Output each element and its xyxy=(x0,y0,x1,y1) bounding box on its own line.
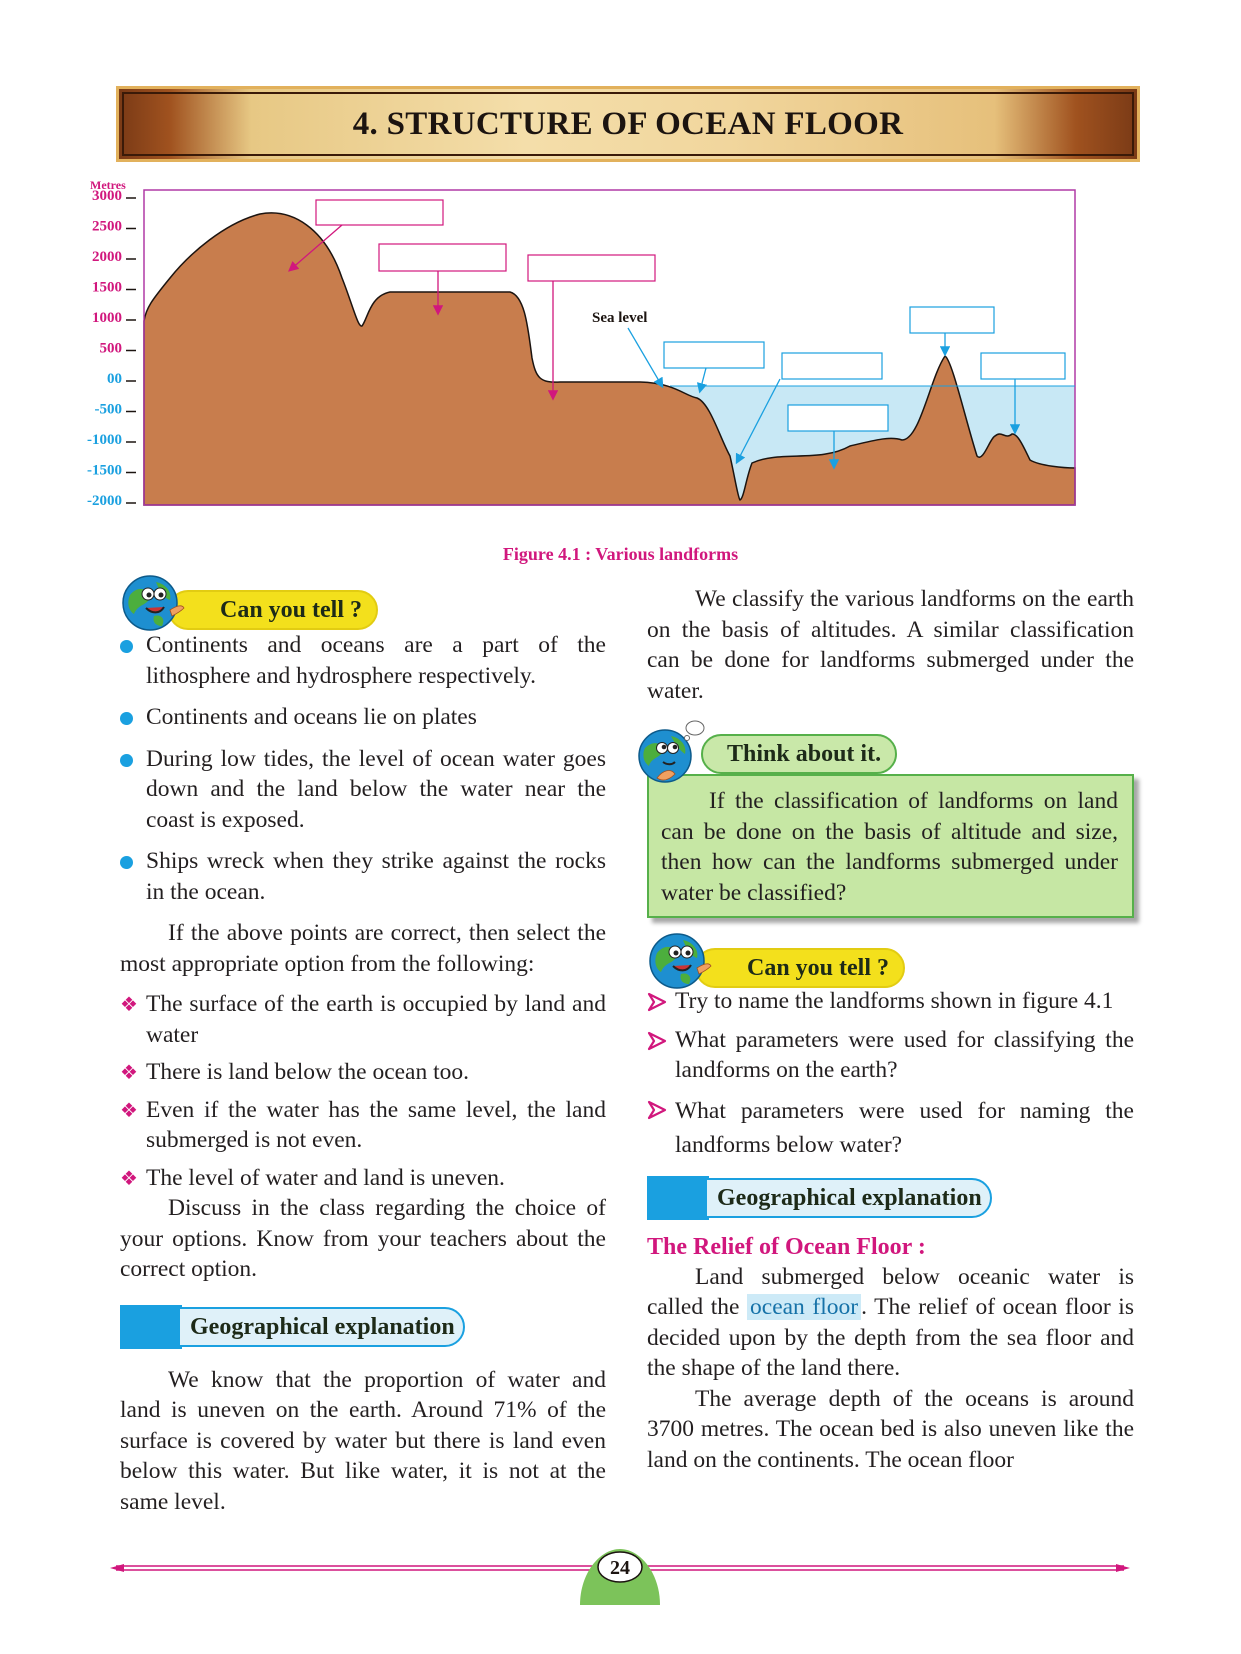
list-item: ❖ The level of water and land is uneven. xyxy=(120,1163,606,1194)
y-axis xyxy=(87,188,136,509)
label-box-trench[interactable] xyxy=(782,353,882,379)
landforms-chart-svg xyxy=(80,178,1155,538)
discuss-paragraph: Discuss in the class regarding the choice of your options. Know from your teachers about the correct option. xyxy=(120,1195,606,1282)
sea-level-label: Sea level xyxy=(592,310,648,326)
can-you-tell-label-1: Can you tell ? xyxy=(168,590,378,630)
relief-heading: The Relief of Ocean Floor : xyxy=(647,1233,926,1260)
think-about-it-heading xyxy=(647,720,1134,778)
list-item: During low tides, the level of ocean water goes down and the land below the water near the coast is exposed. xyxy=(120,744,606,836)
geo-explanation-heading-left xyxy=(120,1305,606,1349)
geo-explanation-label-right: Geographical explanation xyxy=(705,1178,992,1218)
geo-paragraph-left: We know that the proportion of water and land is uneven on the earth. Around 71% of the surface is covered by water but there is land even below this water. But like water, it is not at the same level. xyxy=(120,1366,606,1515)
y-tick-label: 1500 xyxy=(92,279,122,296)
label-box-plain[interactable] xyxy=(528,255,655,281)
heading-marker xyxy=(647,1176,709,1220)
arrow-sea-level xyxy=(628,328,662,386)
arrow-bullet-icon xyxy=(647,992,667,1012)
questions-list xyxy=(647,986,1134,1162)
y-tick-label: 2500 xyxy=(92,218,122,235)
intro-paragraph: We classify the various landforms on the earth on the basis of altitudes. A similar classification can be done for landforms submerged under the water. xyxy=(647,586,1134,704)
arrow-bullet-icon xyxy=(647,1100,667,1120)
y-tick-label: -2000 xyxy=(87,493,122,509)
y-axis-label: Metres xyxy=(90,178,126,192)
think-about-it-content xyxy=(647,774,1134,918)
left-column xyxy=(120,568,606,1517)
right-column xyxy=(647,584,1134,1475)
think-about-it-text: If the classification of landforms on land can be done on the basis of altitude and size, then how can the landforms submerged under water be classified? xyxy=(661,788,1118,906)
y-tick-label: -500 xyxy=(94,401,122,418)
bullet-dot-icon xyxy=(120,640,133,653)
landforms-chart xyxy=(80,178,1155,538)
chapter-banner xyxy=(116,86,1140,162)
diamond-bullet-icon: ❖ xyxy=(120,1097,138,1122)
label-box-plateau[interactable] xyxy=(379,244,506,271)
list-item: Continents and oceans lie on plates xyxy=(120,702,606,733)
footer-arrow-right-icon xyxy=(1116,1564,1130,1572)
footer-arrow-left-icon xyxy=(110,1564,124,1572)
think-about-it-label: Think about it. xyxy=(701,734,897,774)
chapter-title: 4. STRUCTURE OF OCEAN FLOOR xyxy=(352,105,904,142)
y-tick-label: 2000 xyxy=(92,249,122,265)
arrow-bullet-icon xyxy=(647,1031,667,1051)
list-item: ❖ Even if the water has the same level, the land submerged is not even. xyxy=(120,1096,606,1153)
y-tick-label: 500 xyxy=(99,340,122,357)
label-box-sea-mount[interactable] xyxy=(981,353,1065,379)
relief-paragraph: Land submerged below oceanic water is called the ocean floor . The relief of ocean floor is decided upon by the depth from the sea floor and the shape of the land there. xyxy=(647,1263,1134,1381)
diamond-bullet-icon: ❖ xyxy=(120,992,138,1016)
depth-paragraph: The average depth of the oceans is around 3700 metres. The ocean bed is also uneven like the land on the continents. The ocean floor xyxy=(647,1385,1134,1473)
ocean-floor-highlight: ocean floor xyxy=(747,1294,861,1320)
figure-caption: Figure 4.1 : Various landforms xyxy=(502,544,739,564)
globe-mascot-icon xyxy=(647,928,713,994)
globe-mascot-icon xyxy=(120,570,186,636)
thinking-globe-icon xyxy=(635,718,705,788)
list-item: Continents and oceans are a part of the lithosphere and hydrosphere respectively. xyxy=(120,630,606,691)
facts-list xyxy=(120,630,606,907)
y-tick-label: 00 xyxy=(107,371,122,387)
y-tick-label: -1500 xyxy=(87,462,122,479)
y-tick-label: 3000 xyxy=(92,188,122,204)
geo-explanation-heading-right xyxy=(647,1176,1134,1220)
can-you-tell-label-2: Can you tell ? xyxy=(695,948,905,988)
label-box-mountain[interactable] xyxy=(316,200,443,225)
diamond-bullet-icon: ❖ xyxy=(120,1060,138,1084)
list-item: ❖ There is land below the ocean too. xyxy=(120,1057,606,1088)
select-paragraph: If the above points are correct, then select the most appropriate option from the following: xyxy=(120,920,606,977)
heading-marker xyxy=(120,1305,182,1349)
label-box-continental-shelf[interactable] xyxy=(664,342,764,368)
list-item: Ships wreck when they strike against the rocks in the ocean. xyxy=(120,846,606,907)
y-tick-label: 1000 xyxy=(92,310,122,326)
bullet-dot-icon xyxy=(120,754,133,767)
options-list xyxy=(120,989,606,1193)
label-box-island[interactable] xyxy=(910,307,994,333)
geo-explanation-label-left: Geographical explanation xyxy=(178,1307,465,1347)
list-item: What parameters were used for classifying the landforms on the earth? xyxy=(647,1025,1134,1086)
label-box-abyssal-plain[interactable] xyxy=(788,405,888,431)
page-number: 24 xyxy=(610,1557,630,1579)
chapter-banner-frame xyxy=(122,92,1134,156)
y-tick-label: -1000 xyxy=(87,432,122,448)
list-item: ❖ The surface of the earth is occupied by land and water xyxy=(120,991,606,1048)
diamond-bullet-icon: ❖ xyxy=(120,1165,138,1190)
bullet-dot-icon xyxy=(120,856,133,869)
list-item: What parameters were used for naming the landforms below water? xyxy=(647,1094,1134,1162)
page-footer xyxy=(110,1545,1130,1605)
think-about-it-box xyxy=(647,720,1134,918)
bullet-dot-icon xyxy=(120,712,133,725)
list-item: Try to name the landforms shown in figure 4.1 xyxy=(647,986,1134,1017)
